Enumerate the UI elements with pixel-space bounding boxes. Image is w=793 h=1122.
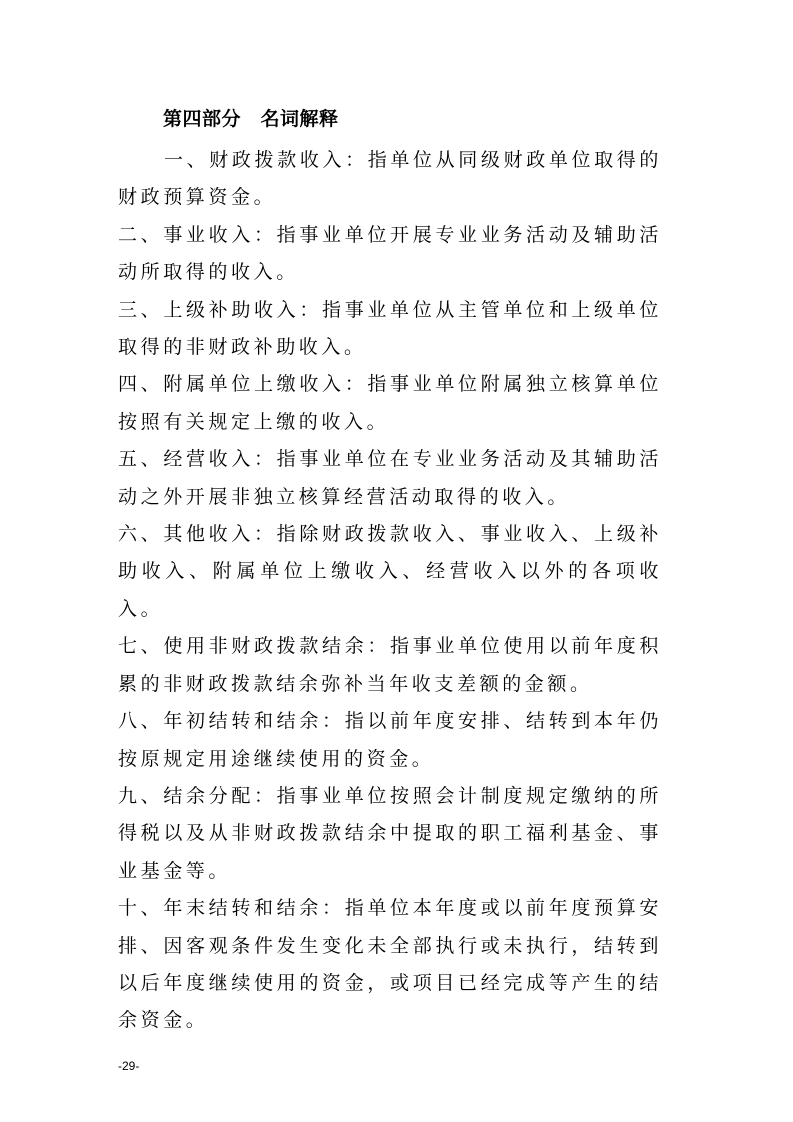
definition-business-income: 二、事业收入：指事业单位开展专业业务活动及辅助活动所取得的收入。 — [118, 223, 662, 284]
definition-superior-subsidy-income: 三、上级补助收入：指事业单位从主管单位和上级单位取得的非财政补助收入。 — [118, 298, 662, 359]
definition-affiliated-unit-remittance-income: 四、附属单位上缴收入：指事业单位附属独立核算单位按照有关规定上缴的收入。 — [118, 373, 662, 433]
page-title: 第四部分 名词解释 — [163, 108, 339, 130]
definition-operating-income: 五、经营收入：指事业单位在专业业务活动及其辅助活动之外开展非独立核算经营活动取得的收入。 — [118, 448, 662, 508]
definition-closing-carryover-balance: 十、年末结转和结余：指单位本年度或以前年度预算安排、因客观条件发生变化未全部执行或未执行，结转到以后年度继续使用的资金，或项目已经完成等产生的结余资金。 — [118, 897, 662, 1032]
definition-opening-carryover-balance: 八、年初结转和结余：指以前年度安排、结转到本年仍按原规定用途继续使用的资金。 — [118, 710, 662, 770]
definition-fiscal-appropriation-income: 一、财政拨款收入：指单位从同级财政单位取得的财政预算资金。 — [118, 149, 662, 209]
definition-non-fiscal-balance-use: 七、使用非财政拨款结余：指事业单位使用以前年度积累的非财政拨款结余弥补当年收支差额的金额。 — [118, 635, 662, 695]
definitions-list — [118, 142, 662, 1040]
page-number: -29- — [118, 1059, 140, 1073]
definition-other-income: 六、其他收入：指除财政拨款收入、事业收入、上级补助收入、附属单位上缴收入、经营收入以外的各项收入。 — [118, 523, 662, 620]
definition-balance-distribution: 九、结余分配：指事业单位按照会计制度规定缴纳的所得税以及从非财政拨款结余中提取的职工福利基金、事业基金等。 — [118, 784, 662, 882]
